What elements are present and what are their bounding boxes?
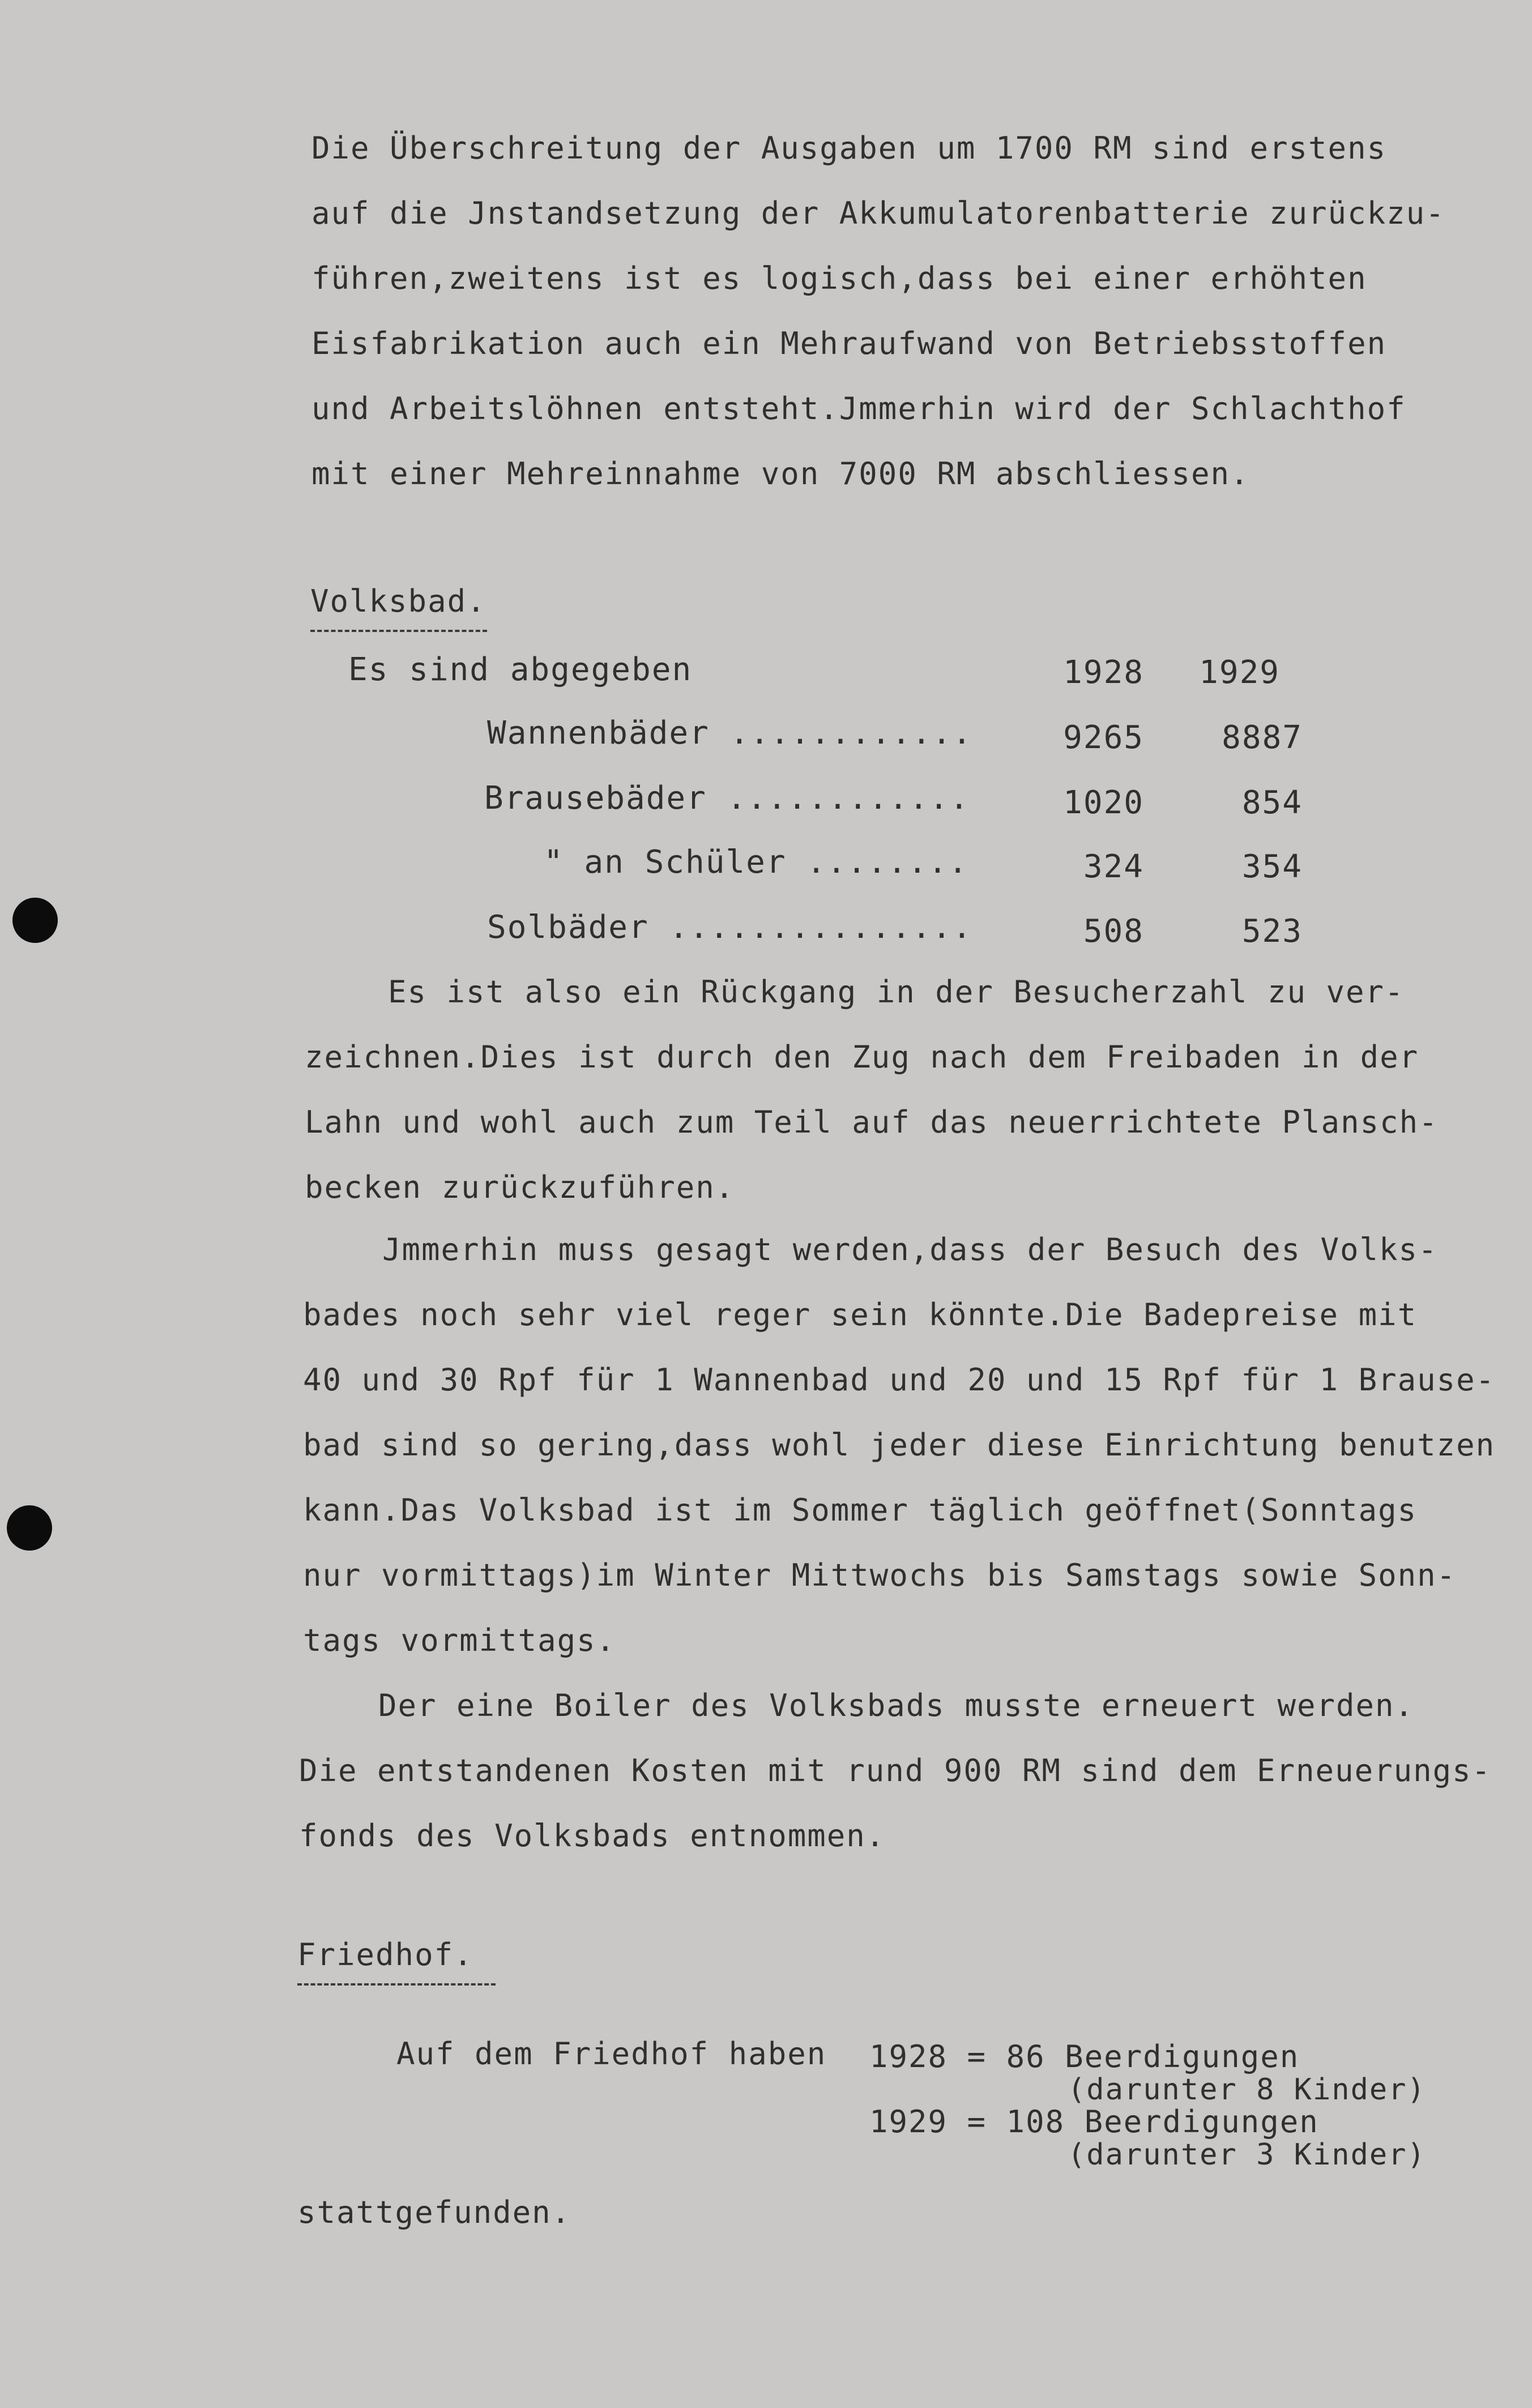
intro-line-1: Die Überschreitung der Ausgaben um 1700 RM sind erstens	[311, 130, 1387, 166]
volksbad-p2-line-7: tags vormittags.	[303, 1623, 616, 1658]
table-row-value-1929: 354	[1241, 848, 1303, 885]
table-row-value-1928: 9265	[1063, 719, 1144, 756]
table-row-value-1928: 508	[1083, 913, 1144, 950]
year-header-1929: 1929	[1199, 654, 1280, 691]
volksbad-p2-line-4: bad sind so gering,dass wohl jeder diese Einrichtung benutzen	[303, 1427, 1496, 1463]
volksbad-p3-line-1: Der eine Boiler des Volksbads musste erneuert werden.	[378, 1688, 1415, 1723]
table-row-label: " an Schüler ........	[544, 844, 969, 881]
intro-line-3: führen,zweitens ist es logisch,dass bei einer erhöhten	[311, 261, 1367, 296]
volksbad-p2-line-3: 40 und 30 Rpf für 1 Wannenbad und 20 und 15 Rpf für 1 Brause-	[303, 1362, 1496, 1398]
table-row-value-1929: 523	[1241, 913, 1303, 950]
volksbad-p1-line-3: Lahn und wohl auch zum Teil auf das neuerrichtete Plansch-	[305, 1104, 1439, 1140]
table-row-value-1928: 1020	[1063, 784, 1144, 821]
volksbad-p2-line-6: nur vormittags)im Winter Mittwochs bis Samstags sowie Sonn-	[303, 1557, 1457, 1593]
punch-hole-top	[12, 898, 58, 943]
friedhof-heading-underline	[297, 1983, 496, 1986]
punch-hole-bottom	[7, 1505, 52, 1551]
volksbad-p2-line-5: kann.Das Volksbad ist im Sommer täglich geöffnet(Sonntags	[303, 1492, 1418, 1528]
table-intro: Es sind abgegeben	[348, 651, 693, 688]
table-row-value-1929: 854	[1241, 784, 1303, 821]
intro-line-6: mit einer Mehreinnahme von 7000 RM abschliessen.	[311, 456, 1250, 492]
table-row-label: Wannenbäder ............	[487, 715, 973, 752]
volksbad-heading-underline	[310, 630, 487, 632]
friedhof-heading: Friedhof.	[297, 1937, 473, 1972]
friedhof-stat-1928: 1928 = 86 Beerdigungen	[869, 2039, 1300, 2074]
intro-line-4: Eisfabrikation auch ein Mehraufwand von Betriebsstoffen	[311, 326, 1387, 361]
table-row-value-1928: 324	[1083, 848, 1144, 885]
volksbad-p3-line-3: fonds des Volksbads entnommen.	[299, 1818, 886, 1854]
table-row-label: Solbäder ...............	[487, 909, 973, 946]
table-row-value-1929: 8887	[1222, 719, 1303, 756]
volksbad-p1-line-4: becken zurückzuführen.	[305, 1169, 735, 1205]
year-header-1928: 1928	[1063, 654, 1144, 691]
volksbad-p2-line-2: bades noch sehr viel reger sein könnte.Die Badepreise mit	[303, 1297, 1418, 1333]
intro-line-5: und Arbeitslöhnen entsteht.Jmmerhin wird der Schlachthof	[311, 391, 1406, 426]
friedhof-stat-1929: 1929 = 108 Beerdigungen	[869, 2104, 1319, 2140]
volksbad-p2-line-1: Jmmerhin muss gesagt werden,dass der Besuch des Volks-	[382, 1232, 1438, 1267]
volksbad-p3-line-2: Die entstandenen Kosten mit rund 900 RM sind dem Erneuerungs-	[299, 1753, 1492, 1788]
friedhof-note-1928: (darunter 8 Kinder)	[1068, 2073, 1426, 2107]
volksbad-heading: Volksbad.	[310, 583, 487, 619]
volksbad-p1-line-2: zeichnen.Dies ist durch den Zug nach dem Freibaden in der	[305, 1039, 1419, 1075]
friedhof-intro: Auf dem Friedhof haben	[396, 2036, 827, 2072]
friedhof-closing: stattgefunden.	[297, 2194, 571, 2230]
intro-line-2: auf die Jnstandsetzung der Akkumulatorenbatterie zurückzu-	[311, 195, 1445, 231]
friedhof-note-1929: (darunter 3 Kinder)	[1068, 2138, 1426, 2172]
volksbad-p1-line-1: Es ist also ein Rückgang in der Besucherzahl zu ver-	[388, 974, 1405, 1010]
table-row-label: Brausebäder ............	[484, 780, 970, 817]
